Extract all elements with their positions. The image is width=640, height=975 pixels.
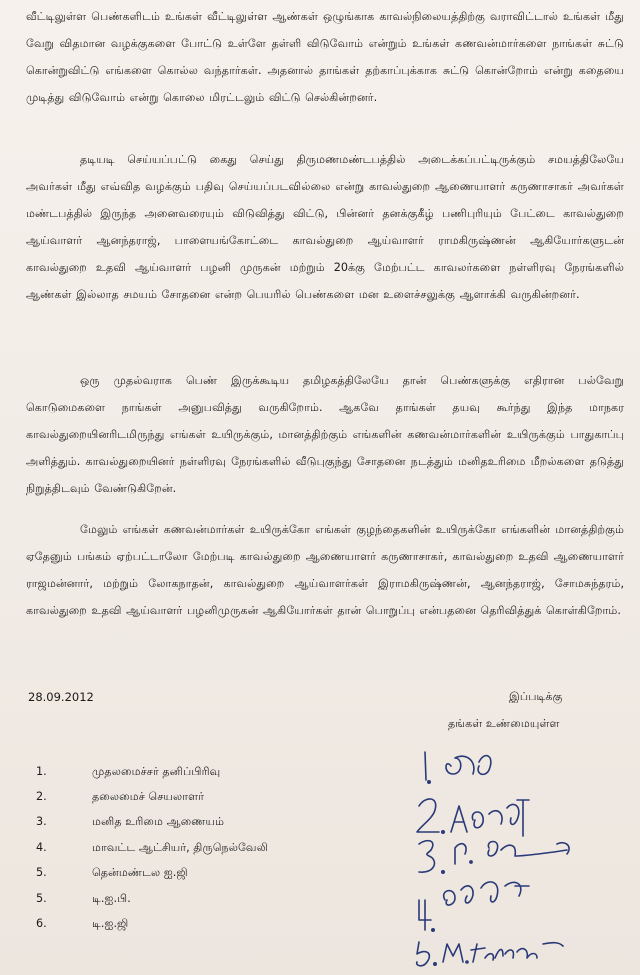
copy-item-number: 6. — [36, 917, 47, 930]
copy-item-text: டி.ஐ.பி. — [92, 892, 131, 905]
copy-item-number: 3. — [36, 815, 47, 828]
copy-item — [0, 866, 320, 892]
copy-item-text: டி.ஐ.ஜி — [92, 917, 129, 930]
copy-item — [0, 815, 320, 841]
handwritten-signatures — [405, 740, 625, 970]
signature-5 — [417, 942, 563, 966]
closing-yours-faithfully: தங்கள் உண்மையுள்ள — [448, 717, 560, 730]
signature-4 — [419, 882, 529, 931]
copy-item — [0, 790, 320, 816]
signature-2 — [417, 799, 529, 836]
copy-item — [0, 841, 320, 867]
paragraph-3: ஒரு முதல்வராக பெண் இருக்கூடிய தமிழகத்திலேயே தான் பெண்களுக்கு எதிரான பல்வேறு கொடுமைகளை நாங்கள் அனுபவித்து வருகிறோம். ஆகவே தாங்கள் தயவு கூர்ந்து இந்த மாநகர காவல்துறையினரிடமிருந்து எங்கள் உயிருக்கும், மானத்திற்கும் எங்களின் கணவன்மார்களின் உயிருக்கும் பாதுகாப்பு அளித்தும். காவல்துறையினர் நள்ளிரவு நேரங்களில் வீடுபுகுந்து சோதனை நடத்தும் மனிதஉரிமை மீறல்களை தடுத்து நிறுத்திடவும் வேண்டுகிறேன். — [26, 374, 624, 495]
signature-3 — [419, 841, 569, 874]
copy-item-number: 2. — [36, 790, 47, 803]
paragraph-1: வீட்டிலுள்ள பெண்களிடம் உங்கள் வீட்டிலுள்ள ஆண்கள் ஒழுங்காக காவல்நிலையத்திற்கு வராவிட்டால் உங்கள் மீது வேறு விதமான வழக்குகளை போட்டு உள்ளே தள்ளி விடுவோம் என்றும் உங்கள் கணவன்மார்களை நாங்கள் சுட்டு கொன்றுவிட்டு எங்களை கொல்ல வந்தார்கள். அதனால் தாங்கள் தற்காப்புக்காக சுட்டு கொன்றோம் என்று கதையை முடித்து விடுவோம் என்று கொலை மிரட்டலும் விட்டு செல்கின்றனர். — [26, 10, 624, 104]
copy-item-number: 4. — [36, 841, 47, 854]
copy-item-text: மாவட்ட ஆட்சியர், திருநெல்வேலி — [92, 841, 269, 854]
copy-item-text: தலைமைச் செயலாளர் — [92, 790, 205, 803]
paragraph-4: மேலும் எங்கள் கணவன்மார்கள் உயிருக்கோ எங்கள் குழந்தைகளின் உயிருக்கோ எங்களின் மானத்திற்கும் ஏதேனும் பங்கம் ஏற்பட்டாலோ மேற்படி காவல்துறை ஆணையாளர் கருணாசாகர், காவல்துறை உதவி ஆணையாளர் ராஜமன்னார், மற்றும் லோகநாதன், காவல்துறை ஆய்வாளர்கள் இராமகிருஷ்ணன், ஆனந்தராஜ், சோமசுந்தரம், காவல்துறை உதவி ஆய்வாளர் பழனிமுருகன் ஆகியோர்கள் தான் பொறுப்பு என்பதனை தெரிவித்துக் கொள்கிறோம். — [26, 523, 624, 617]
copy-item — [0, 765, 320, 791]
signature-1 — [425, 752, 491, 783]
copy-item-number: 5. — [36, 892, 47, 905]
copy-item-number: 5. — [36, 866, 47, 879]
closing-salutation: இப்படிக்கு — [509, 690, 563, 703]
copy-item — [0, 892, 320, 918]
copy-item-text: மனித உரிமை ஆணையம் — [92, 815, 225, 828]
paragraph-2: தடியடி செய்யப்பட்டு கைது செய்து திருமணமண்டபத்தில் அடைக்கப்பட்டிருக்கும் சமயத்திலேயே அவர்கள் மீது எவ்வித வழக்கும் பதிவு செய்யப்படவில்லை என்று காவல்துறை ஆணையாளர் கருணாசாகர் அவர்கள் மண்டபத்தில் இருந்த அனைவரையும் விடுவித்து விட்டு, பின்னர் தனக்குகீழ் பணிபுரியும் பேட்டை காவல்துறை ஆய்வாளர் ஆனந்தராஜ், பாளையங்கோட்டை காவல்துறை ஆய்வாளர் ராமகிருஷ்ணன் ஆகியோர்களுடன் காவல்துறை உதவி ஆய்வாளர் பழனி முருகன் மற்றும் 20க்கு மேற்பட்ட காவலர்களை நள்ளிரவு நேரங்களில் ஆண்கள் இல்லாத சமயம் சோதனை என்ற பெயரில் பெண்களை மன உளைச்சலுக்கு ஆளாக்கி வருகின்றனர். — [26, 153, 624, 301]
signature-block — [405, 740, 625, 970]
copy-item-number: 1. — [36, 765, 47, 778]
copy-item-text: முதலமைச்சர் தனிப்பிரிவு — [92, 765, 221, 778]
letter-date: 28.09.2012 — [28, 690, 94, 704]
copy-item — [0, 917, 320, 943]
copy-item-text: தென்மண்டல ஐ.ஜி — [92, 866, 188, 879]
